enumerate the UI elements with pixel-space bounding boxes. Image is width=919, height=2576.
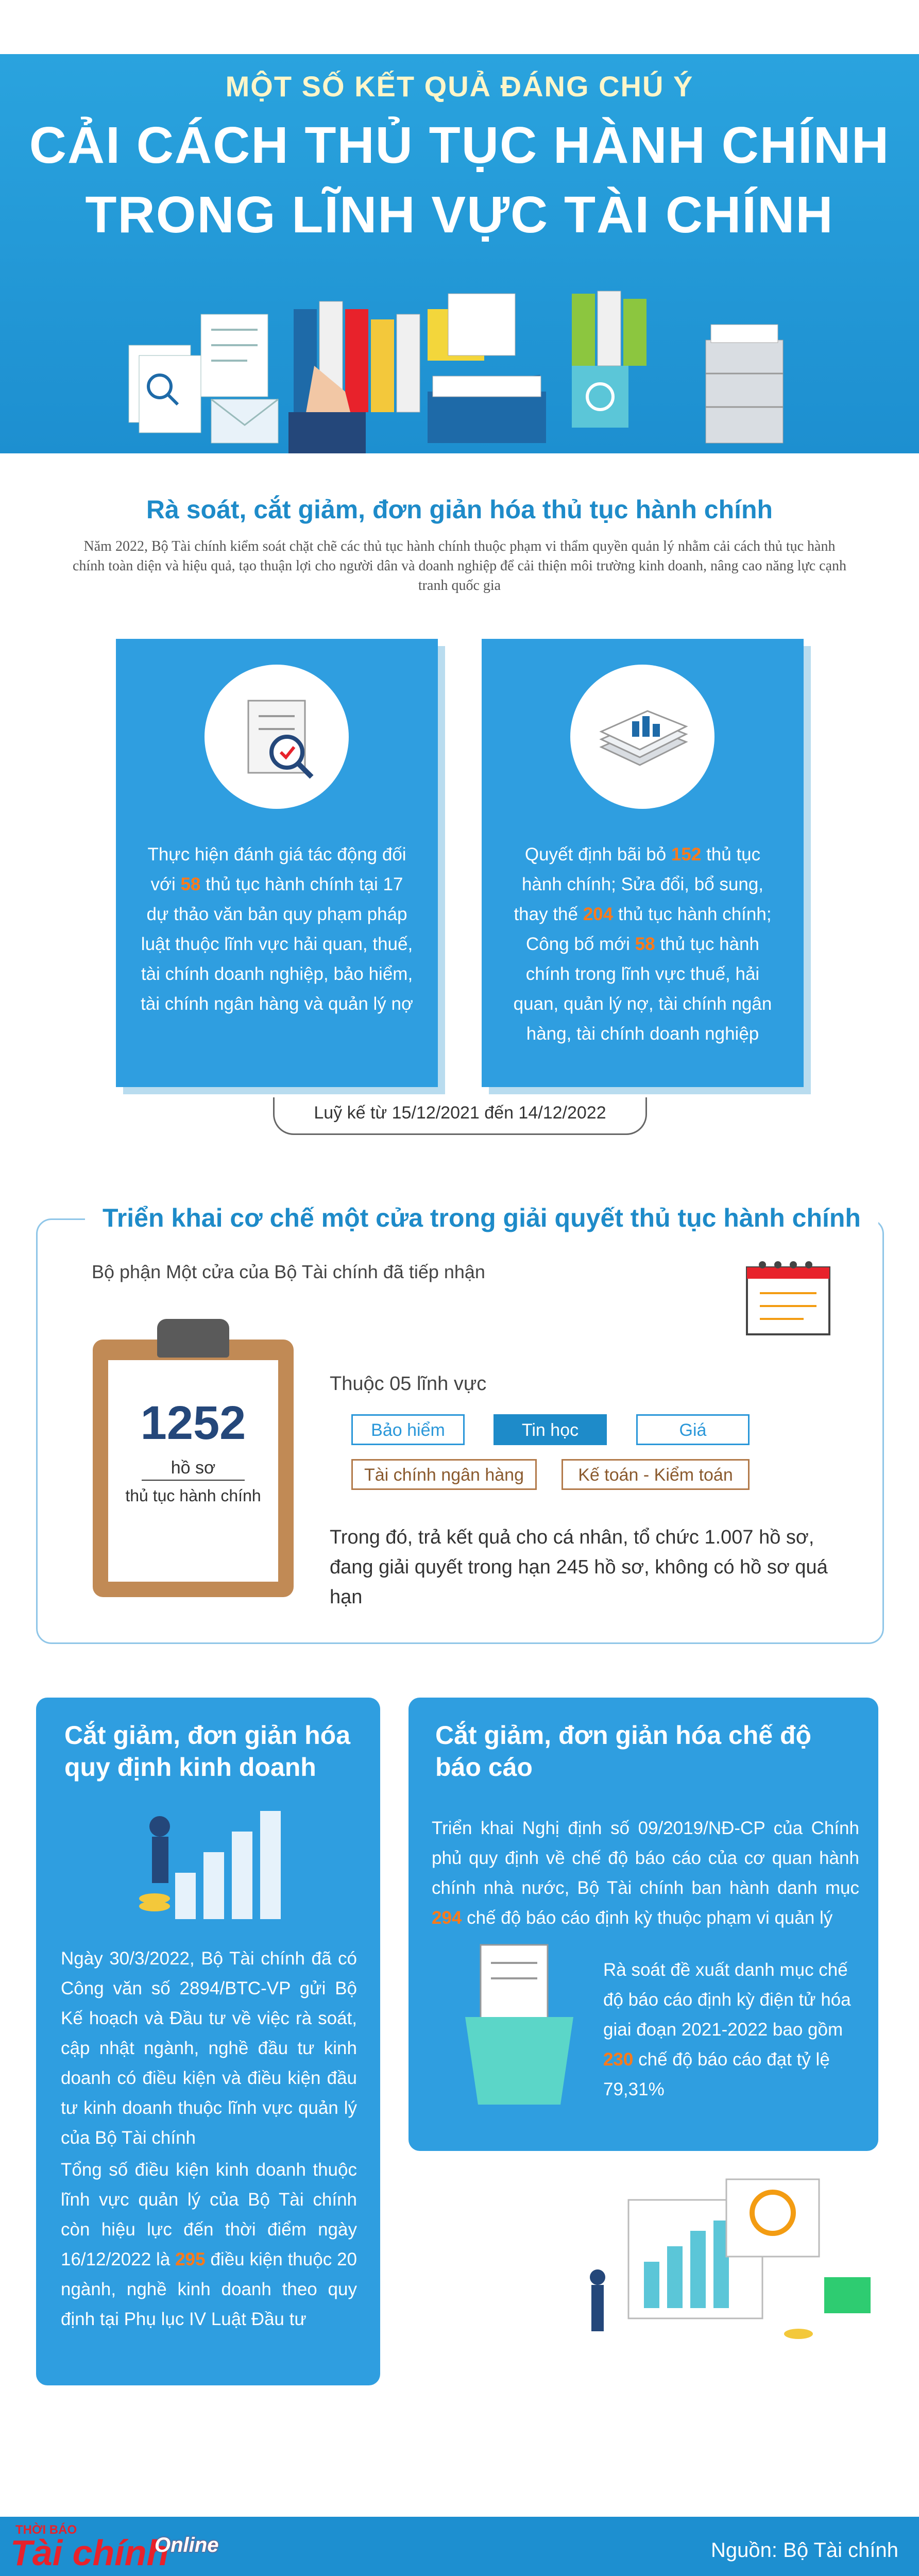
cumulative-date: Luỹ kế từ 15/12/2021 đến 14/12/2022 bbox=[273, 1097, 647, 1135]
card-a-circle bbox=[205, 665, 349, 809]
card-b-text: Quyết định bãi bỏ 152 thủ tục hành chính; Sửa đổi, bổ sung, thay thế 204 thủ tục hành chính; Công bố mới 58 thủ tục hành chính trong lĩnh vực thuế, hải quan, quản lý nợ, tài chính ngân hàng, tài chính doanh nghiệp bbox=[513, 844, 772, 1044]
document-basket-icon bbox=[455, 1940, 584, 2110]
card-d-p1: Triển khai Nghị định số 09/2019/NĐ-CP của Chính phủ quy định về chế độ báo cáo của cơ quan hành chính nhà nước, Bộ Tài chính ban hành danh mục 294 chế độ báo cáo định kỳ thuộc phạm vi quản lý bbox=[432, 1818, 859, 1928]
document-icon bbox=[201, 314, 268, 397]
office-illustration bbox=[118, 289, 804, 453]
notebook-icon bbox=[742, 1252, 835, 1340]
chip-tin-hoc: Tin học bbox=[493, 1414, 607, 1445]
fields-label: Thuộc 05 lĩnh vực bbox=[330, 1373, 487, 1395]
card-c-p2: Tổng số điều kiện kinh doanh thuộc lĩnh vực quản lý của Bộ Tài chính còn hiệu lực đến thời điểm ngày 16/12/2022 là 295 điều kiện thuộc 20 ngành, nghề kinh doanh theo quy định tại Phụ lục IV Luật Đầu tư bbox=[61, 2160, 357, 2329]
chip-tai-chinh-ngan-hang: Tài chính ngân hàng bbox=[351, 1459, 537, 1490]
card-c-title: Cắt giảm, đơn giản hóa quy định kinh doanh bbox=[64, 1721, 351, 1782]
paper-stack-icon bbox=[129, 345, 201, 433]
card-report-regimes bbox=[409, 1698, 878, 2151]
card-c-p1: Ngày 30/3/2022, Bộ Tài chính đã có Công văn số 2894/BTC-VP gửi Bộ Kế hoạch và Đầu tư về việc rà soát, cập nhật ngành, nghề đầu tư kinh doanh có điều kiện và điều kiện đầu tư kinh doanh thuộc lĩnh vực quản lý của Bộ Tài chính bbox=[61, 1948, 357, 2148]
section1-title: Rà soát, cắt giảm, đơn giản hóa thủ tục hành chính bbox=[146, 495, 773, 524]
clipboard-divider bbox=[142, 1480, 245, 1481]
section2-title: Triển khai cơ chế một cửa trong giải quyết thủ tục hành chính bbox=[103, 1204, 861, 1232]
card-b-circle bbox=[570, 665, 714, 809]
header-top bbox=[0, 0, 919, 54]
green-binders-icon bbox=[572, 291, 646, 366]
chip-bao-hiem: Bảo hiểm bbox=[351, 1414, 465, 1445]
header-line1: MỘT SỐ KẾT QUẢ ĐÁNG CHÚ Ý bbox=[225, 70, 694, 103]
paper-stack-icon bbox=[570, 665, 714, 809]
section2-result: Trong đó, trả kết quả cho cá nhân, tổ chức 1.007 hồ sơ, đang giải quyết trong hạn 245 hồ sơ, không có hồ sơ quá hạn bbox=[330, 1527, 828, 1608]
desk-chart-illustration bbox=[556, 2169, 886, 2360]
card-decisions bbox=[482, 639, 804, 1087]
folder-icon bbox=[428, 294, 515, 361]
received-count-unit: hồ sơ bbox=[171, 1458, 216, 1478]
filing-cabinet-icon bbox=[706, 325, 783, 443]
bar-growth-icon bbox=[113, 1795, 309, 1929]
envelope-icon bbox=[211, 399, 278, 443]
received-count-desc: thủ tục hành chính bbox=[125, 1486, 261, 1505]
chip-gia: Giá bbox=[636, 1414, 750, 1445]
recycle-bin-icon bbox=[572, 366, 628, 428]
header-line3: TRONG LĨNH VỰC TÀI CHÍNH bbox=[85, 186, 834, 244]
received-count: 1252 bbox=[140, 1397, 246, 1449]
card-impact-assessment bbox=[116, 639, 438, 1087]
chip-ke-toan-kiem-toan: Kế toán - Kiểm toán bbox=[561, 1459, 750, 1490]
logo-small: THỜI BÁO bbox=[15, 2523, 77, 2537]
clipboard-clip-icon bbox=[157, 1319, 229, 1358]
section2-subtitle: Bộ phận Một cửa của Bộ Tài chính đã tiếp nhận bbox=[92, 1261, 485, 1282]
logo-online: Online bbox=[155, 2534, 219, 2556]
logo-main[interactable]: Tài chính bbox=[10, 2533, 169, 2573]
card-business-regulations bbox=[36, 1698, 380, 2385]
header-line2: CẢI CÁCH THỦ TỤC HÀNH CHÍNH bbox=[29, 116, 890, 174]
card-d-p2: Rà soát đề xuất danh mục chế độ báo cáo định kỳ điện tử hóa giai đoạn 2021-2022 bao gồm 230 chế độ báo cáo đạt tỷ lệ 79,31% bbox=[603, 1960, 851, 2099]
tray-icon bbox=[428, 376, 546, 443]
card-d-title: Cắt giảm, đơn giản hóa chế độ báo cáo bbox=[435, 1721, 812, 1782]
section1-intro: Năm 2022, Bộ Tài chính kiểm soát chặt chẽ các thủ tục hành chính thuộc phạm vi thẩm quyền quản lý nhằm cải cách thủ tục hành chính toàn diện và hiệu quả, tạo thuận lợi cho người dân và doanh nghiệp để cải thiện môi trường kinh doanh, nâng cao năng lực cạnh tranh quốc gia bbox=[73, 538, 846, 594]
card-a-text: Thực hiện đánh giá tác động đối với 58 thủ tục hành chính tại 17 dự thảo văn bản quy phạm pháp luật thuộc lĩnh vực hải quan, thuế, tài chính doanh nghiệp, bảo hiểm, tài chính ngân hàng và quản lý nợ bbox=[141, 844, 413, 1014]
footer-source: Nguồn: Bộ Tài chính bbox=[711, 2539, 898, 2562]
document-search-icon bbox=[205, 665, 349, 809]
